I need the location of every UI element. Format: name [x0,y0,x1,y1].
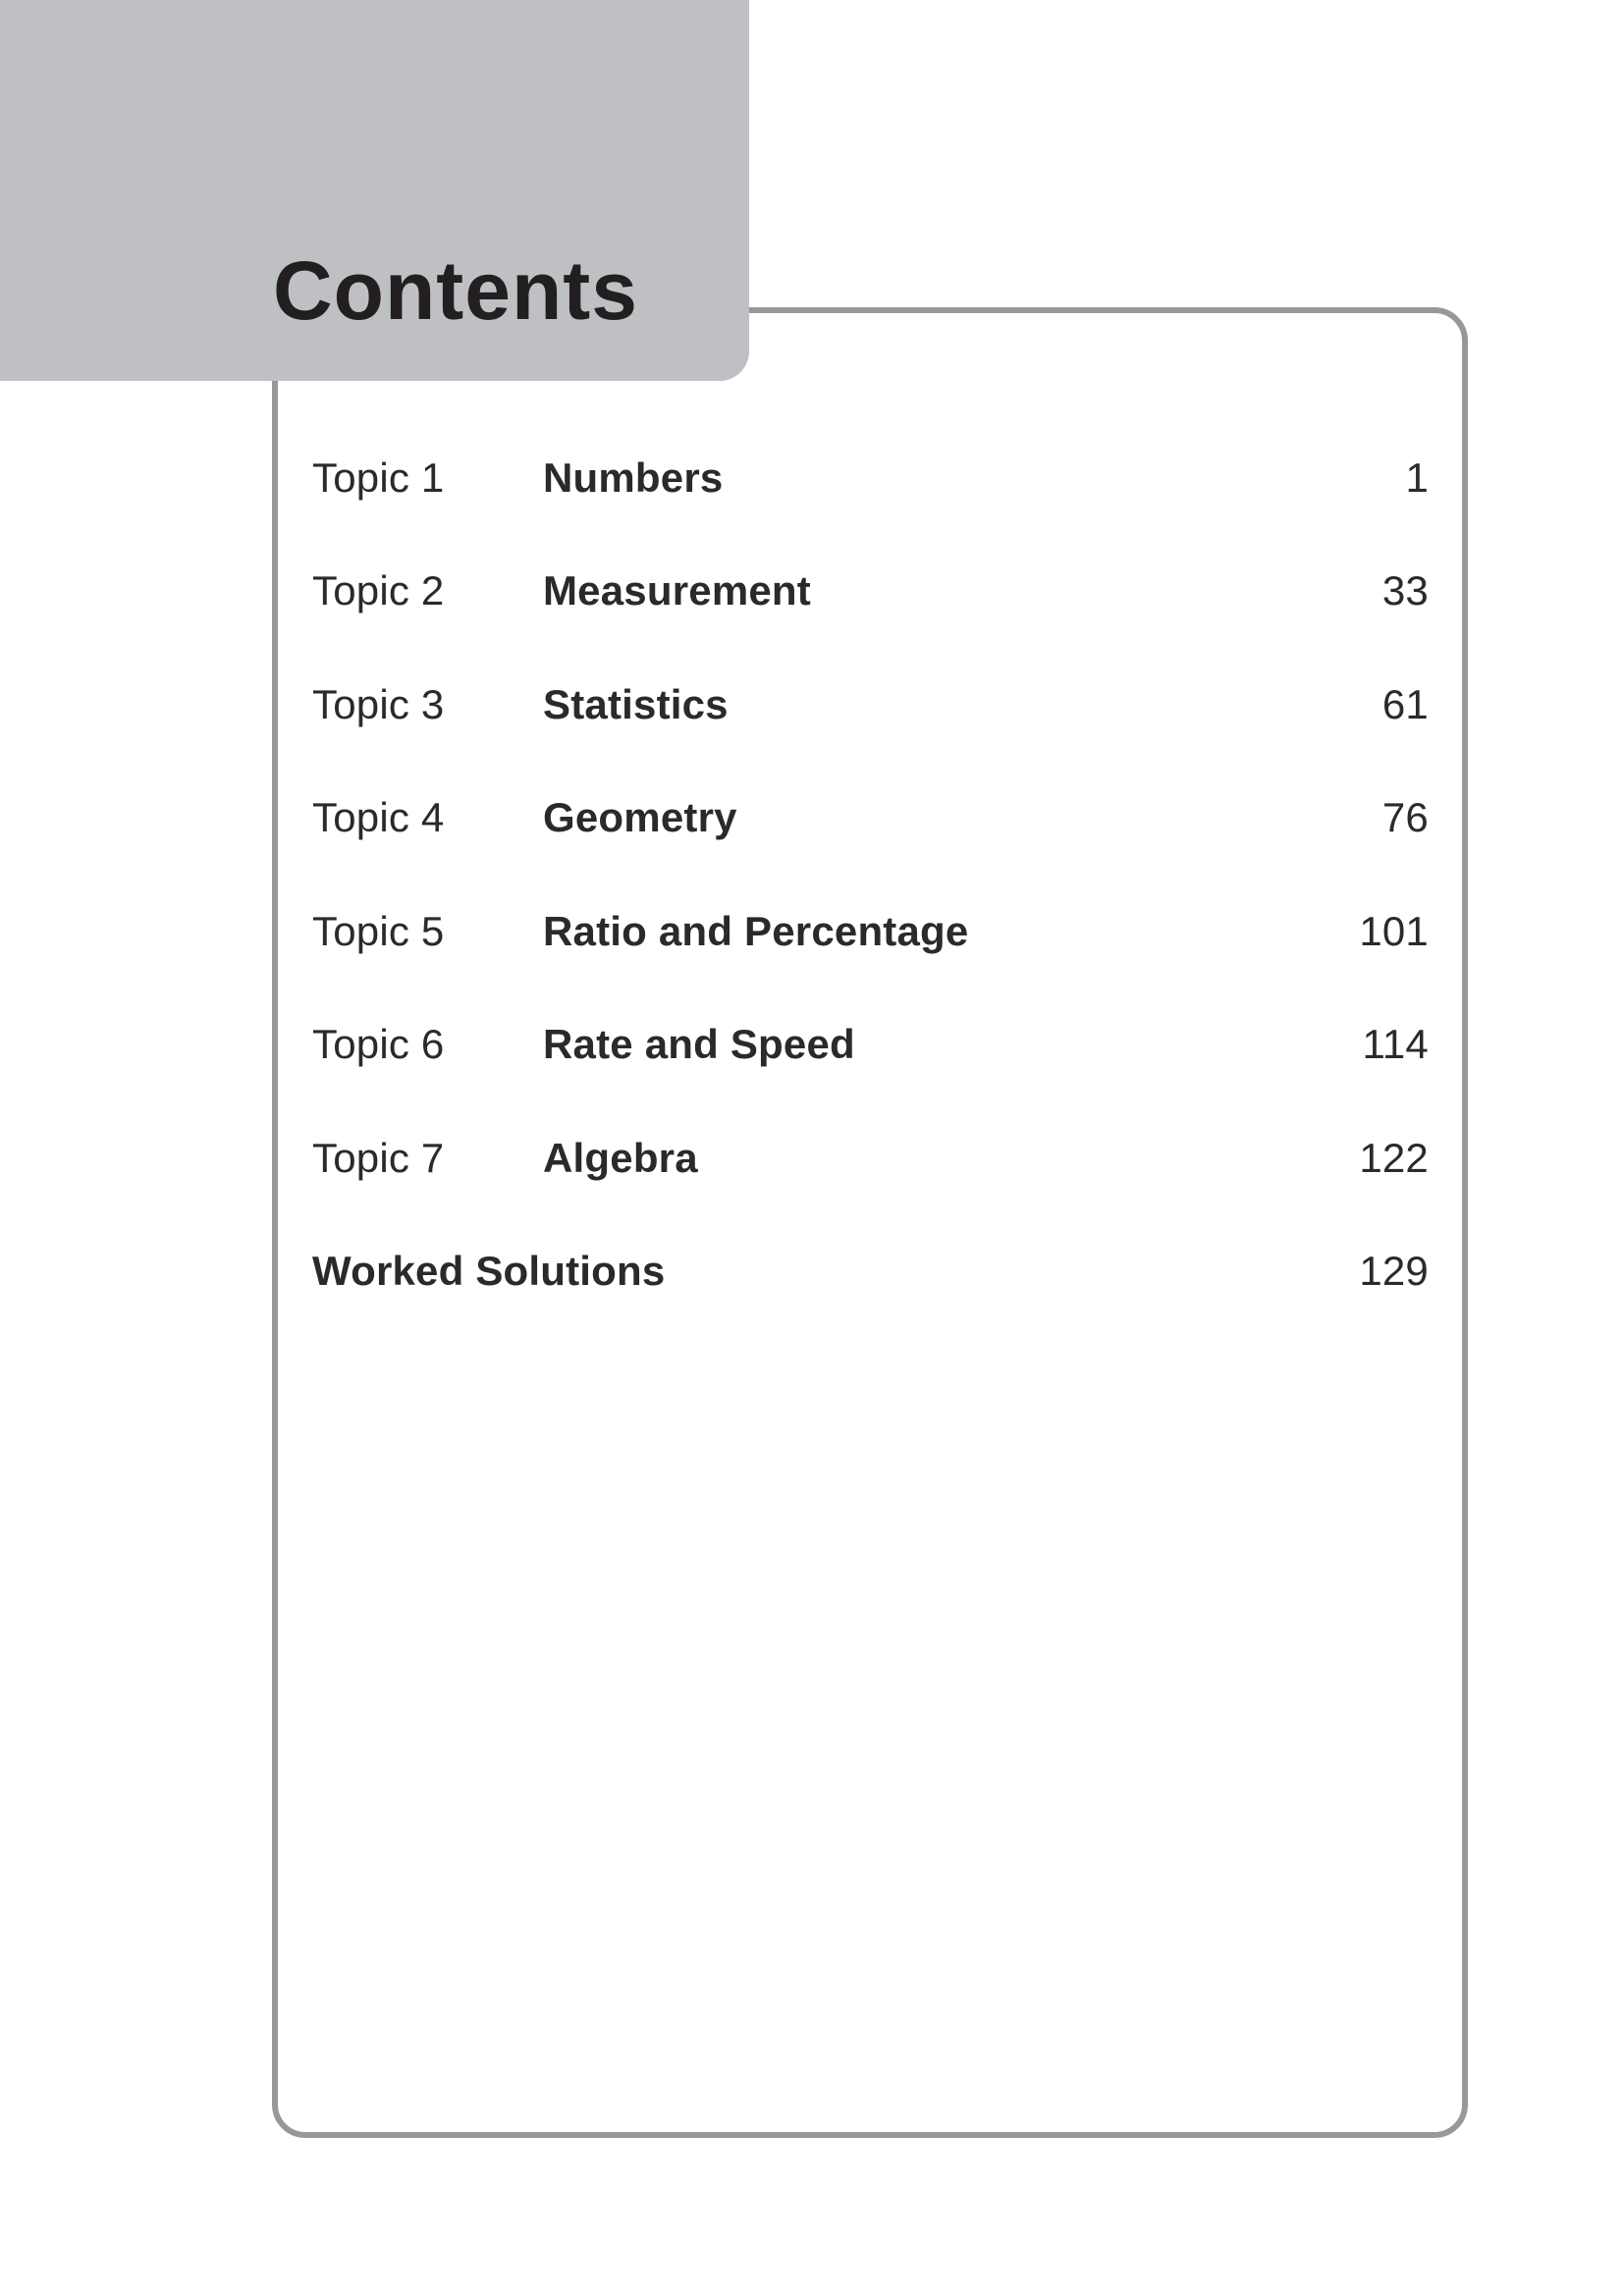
toc-topic-title: Algebra [543,1134,698,1181]
toc-topic-label: Topic 5 [312,907,445,954]
toc-topic-title: Statistics [543,680,729,727]
toc-topic-title: Numbers [543,454,724,501]
toc-row [312,648,1429,762]
toc-topic-title: Geometry [543,794,737,841]
toc-page-number: 129 [1359,1248,1429,1295]
toc-page-number: 76 [1381,794,1429,841]
toc-topic-label: Topic 6 [312,1021,445,1068]
toc-topic-label: Topic 7 [312,1134,445,1181]
toc-topic-label: Topic 3 [312,680,445,727]
toc-row [312,535,1429,649]
contents-banner [0,0,749,381]
toc-topic-label: Topic 2 [312,567,445,614]
toc-page-number: 101 [1359,907,1429,954]
toc-row [312,1215,1429,1329]
toc-topic-title: Rate and Speed [543,1021,855,1068]
toc-topic-title: Worked Solutions [312,1248,666,1295]
toc-topic-label: Topic 4 [312,794,445,841]
toc-topic-title: Ratio and Percentage [543,907,969,954]
toc-row [312,988,1429,1102]
toc-topic-label: Topic 1 [312,454,445,501]
toc-page-number: 1 [1405,454,1429,501]
toc-row [312,875,1429,988]
toc-page-number: 61 [1381,680,1429,727]
toc-row [312,1101,1429,1215]
toc-page-number: 122 [1359,1134,1429,1181]
toc-page-number: 33 [1381,567,1429,614]
toc-row [312,421,1429,535]
page-title: Contents [273,244,638,337]
toc-row [312,762,1429,876]
toc-topic-title: Measurement [543,567,811,614]
toc-page-number: 114 [1362,1021,1429,1068]
toc-list [312,421,1429,1328]
